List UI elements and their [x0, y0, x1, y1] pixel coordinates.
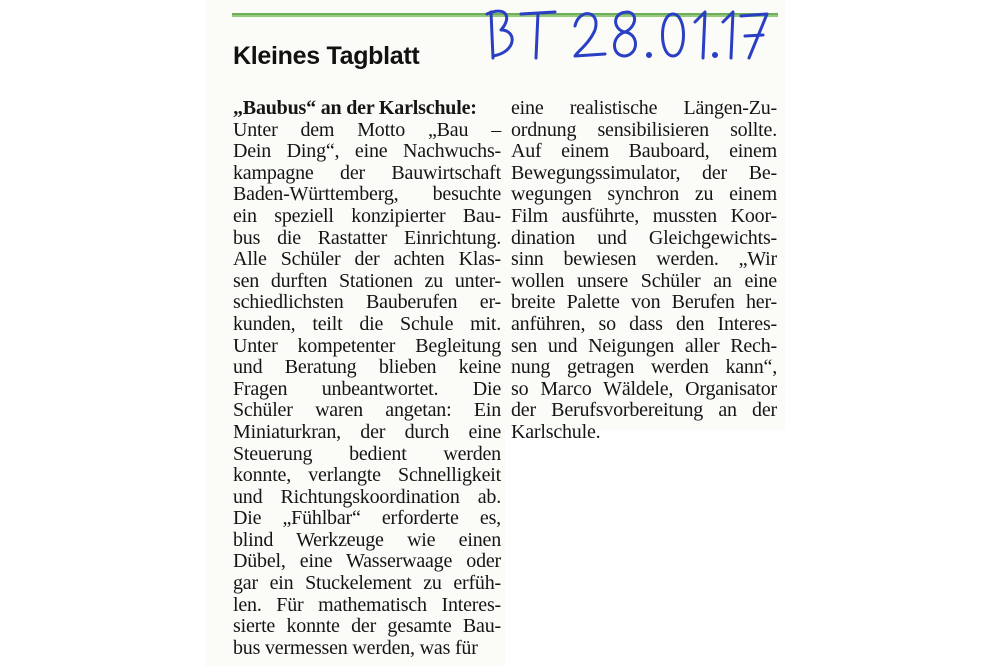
- article-text-line: sierte konnte der gesamte Bau-: [233, 615, 501, 638]
- article-text-line: Film ausführte, mussten Koor-: [511, 204, 777, 227]
- article-text-line: Die „Fühlbar“ erforderte es,: [233, 507, 501, 530]
- article-text-line: Unter dem Motto „Bau –: [233, 118, 501, 141]
- article-text-line: Alle Schüler der achten Klas-: [233, 248, 501, 271]
- article-text-line: wollen unsere Schüler an eine: [511, 269, 777, 292]
- article-text-line: Steuerung bedient werden: [233, 442, 501, 465]
- article-text-line: und Richtungskoordination ab.: [233, 485, 501, 508]
- article-text-line: sinn bewiesen werden. „Wir: [511, 248, 777, 271]
- blank-area: [505, 430, 785, 666]
- article-text-line: blind Werkzeuge wie einen: [233, 528, 501, 551]
- article-text-line: Dübel, eine Wasserwaage oder: [233, 550, 501, 573]
- article-text-line: sen und Neigungen aller Rech-: [511, 334, 777, 357]
- handwritten-date-stamp: [483, 0, 773, 72]
- article-text-line: len. Für mathematisch Interes-: [233, 593, 501, 616]
- article-text-line: der Berufsvorbereitung an der: [511, 399, 777, 422]
- article-text-line: ein speziell konzipierter Bau-: [233, 204, 501, 227]
- article-text-line: Bewegungssimulator, der Be-: [511, 161, 777, 184]
- article-column-left: [233, 98, 501, 659]
- right-column-lines: [511, 98, 777, 444]
- article-text-line: eine realistische Längen-Zu-: [511, 97, 777, 119]
- article-text-line: Schüler waren angetan: Ein: [233, 399, 501, 422]
- section-title: Kleines Tagblatt: [233, 42, 420, 70]
- article-text-line: Miniaturkran, der durch eine: [233, 420, 501, 443]
- article-text-line: dination und Gleichgewichts-: [511, 226, 777, 249]
- article-text-line: nung getragen werden kann“,: [511, 356, 777, 379]
- article-headline: „Baubus“ an der Karlschule:: [233, 97, 477, 119]
- article-text-line: Fragen unbeantwortet. Die: [233, 377, 501, 400]
- article-text-line: gar ein Stuckelement zu erfüh-: [233, 572, 501, 595]
- left-column-lines: [233, 120, 501, 660]
- article-text-line: schiedlichsten Bauberufen er-: [233, 291, 501, 314]
- article-text-line: kunden, teilt die Schule mit.: [233, 312, 501, 335]
- article-column-right: [511, 98, 777, 444]
- article-text-line: so Marco Wäldele, Organisator: [511, 377, 777, 400]
- article-text-line: bus vermessen werden, was für: [233, 636, 478, 659]
- article-text-line: Unter kompetenter Begleitung: [233, 334, 501, 357]
- article-text-line: und Beratung blieben keine: [233, 356, 501, 379]
- article-text-line: Dein Ding“, eine Nachwuchs-: [233, 140, 501, 163]
- article-text-line: kampagne der Bauwirtschaft: [233, 161, 501, 184]
- article-text-line: Karlschule.: [511, 420, 601, 443]
- article-text-line: bus die Rastatter Einrichtung.: [233, 226, 501, 249]
- article-text-line: Auf einem Bauboard, einem: [511, 140, 777, 163]
- article-text-line: sen durften Stationen zu unter-: [233, 269, 501, 292]
- article-text-line: konnte, verlangte Schnelligkeit: [233, 464, 501, 487]
- article-text-line: wegungen synchron zu einem: [511, 183, 777, 206]
- article-text-line: breite Palette von Berufen her-: [511, 291, 777, 314]
- article-text-line: ordnung sensibilisieren sollte.: [511, 118, 777, 141]
- article-text-line: Baden-Württemberg, besuchte: [233, 183, 501, 206]
- article-text-line: anführen, so dass den Interes-: [511, 312, 777, 335]
